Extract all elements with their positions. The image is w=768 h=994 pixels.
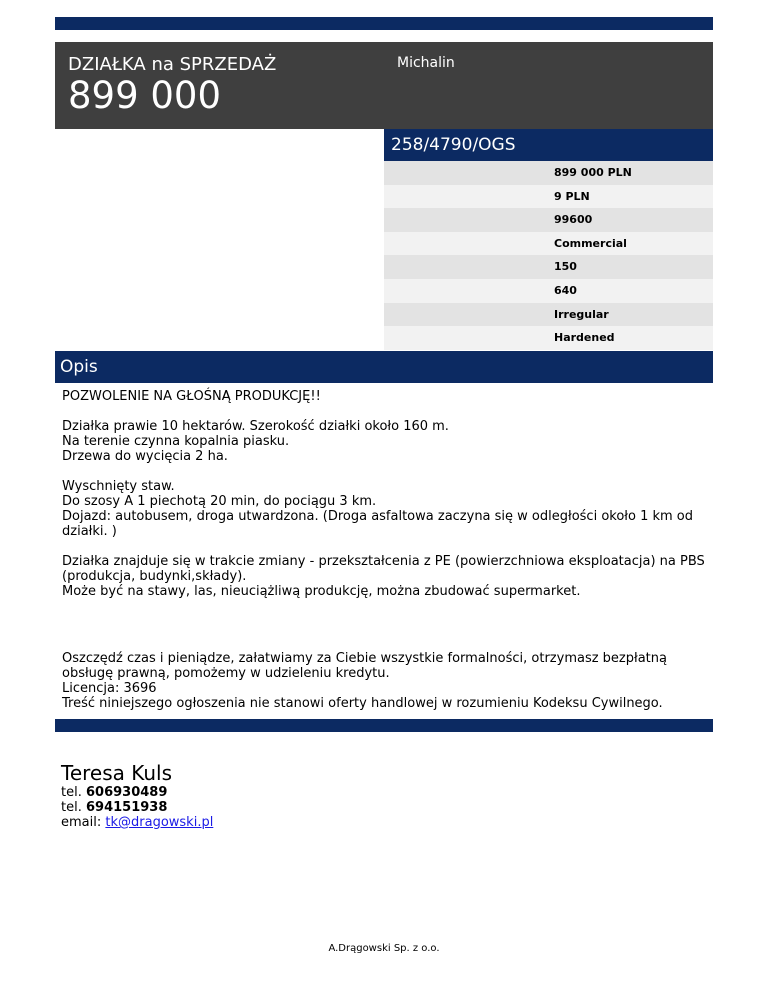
listing-price: 899 000 xyxy=(68,74,222,117)
description-paragraph: Działka znajduje się w trakcie zmiany - przekształcenia z PE (powierzchniowa eksploatacja) na PBS (produkcja, budynki,składy). Może być na stawy, las, nieuciążliwą produkcję, można zbudować supermarket. xyxy=(62,554,705,599)
agent-name: Teresa Kuls xyxy=(61,761,173,785)
tel-label: tel. xyxy=(61,785,82,800)
email-label: email: xyxy=(61,815,102,830)
tel-label: tel. xyxy=(61,800,82,815)
phone-line-2 xyxy=(61,800,213,815)
properties-table xyxy=(384,161,713,350)
property-row: Hardened xyxy=(384,326,713,350)
description-paragraph: Oszczędź czas i pieniądze, załatwiamy za Ciebie wszystkie formalności, otrzymasz bezpłatną obsługę prawną, pomożemy w udzieleniu kredytu. Licencja: 3696 Treść niniejszego ogłoszenia nie stanowi oferty handlowej w rozumieniu Kodeksu Cywilnego. xyxy=(62,651,667,711)
listing-type: DZIAŁKA na SPRZEDAŻ xyxy=(68,54,277,75)
description-paragraph: Działka prawie 10 hektarów. Szerokość działki około 160 m. Na terenie czynna kopalnia piasku. Drzewa do wycięcia 2 ha. xyxy=(62,419,449,464)
description-heading: Opis xyxy=(55,351,713,383)
top-bar xyxy=(55,17,713,30)
agent-contact xyxy=(61,761,213,830)
bottom-bar xyxy=(55,719,713,732)
listing-location: Michalin xyxy=(397,55,455,71)
phone-number[interactable]: 606930489 xyxy=(85,785,168,800)
listing-header xyxy=(55,42,713,129)
property-row: 150 xyxy=(384,255,713,279)
description-body xyxy=(62,389,707,711)
description-paragraph: POZWOLENIE NA GŁOŚNĄ PRODUKCJĘ!! xyxy=(62,389,321,404)
email-link[interactable]: tk@dragowski.pl xyxy=(105,815,214,830)
property-row: 899 000 PLN xyxy=(384,161,713,185)
property-row: 9 PLN xyxy=(384,185,713,209)
property-row: Irregular xyxy=(384,303,713,327)
phone-number[interactable]: 694151938 xyxy=(85,800,168,815)
property-row: 640 xyxy=(384,279,713,303)
reference-number: 258/4790/OGS xyxy=(384,129,713,161)
phone-line-1 xyxy=(61,785,213,800)
property-row: 99600 xyxy=(384,208,713,232)
description-paragraph: Wyschnięty staw. Do szosy A 1 piechotą 20 min, do pociągu 3 km. Dojazd: autobusem, droga utwardzona. (Droga asfaltowa zaczyna się w odległości około 1 km od działki. ) xyxy=(62,479,694,539)
footer-company: A.Drągowski Sp. z o.o. xyxy=(328,943,440,954)
property-row: Commercial xyxy=(384,232,713,256)
email-line xyxy=(61,815,213,830)
